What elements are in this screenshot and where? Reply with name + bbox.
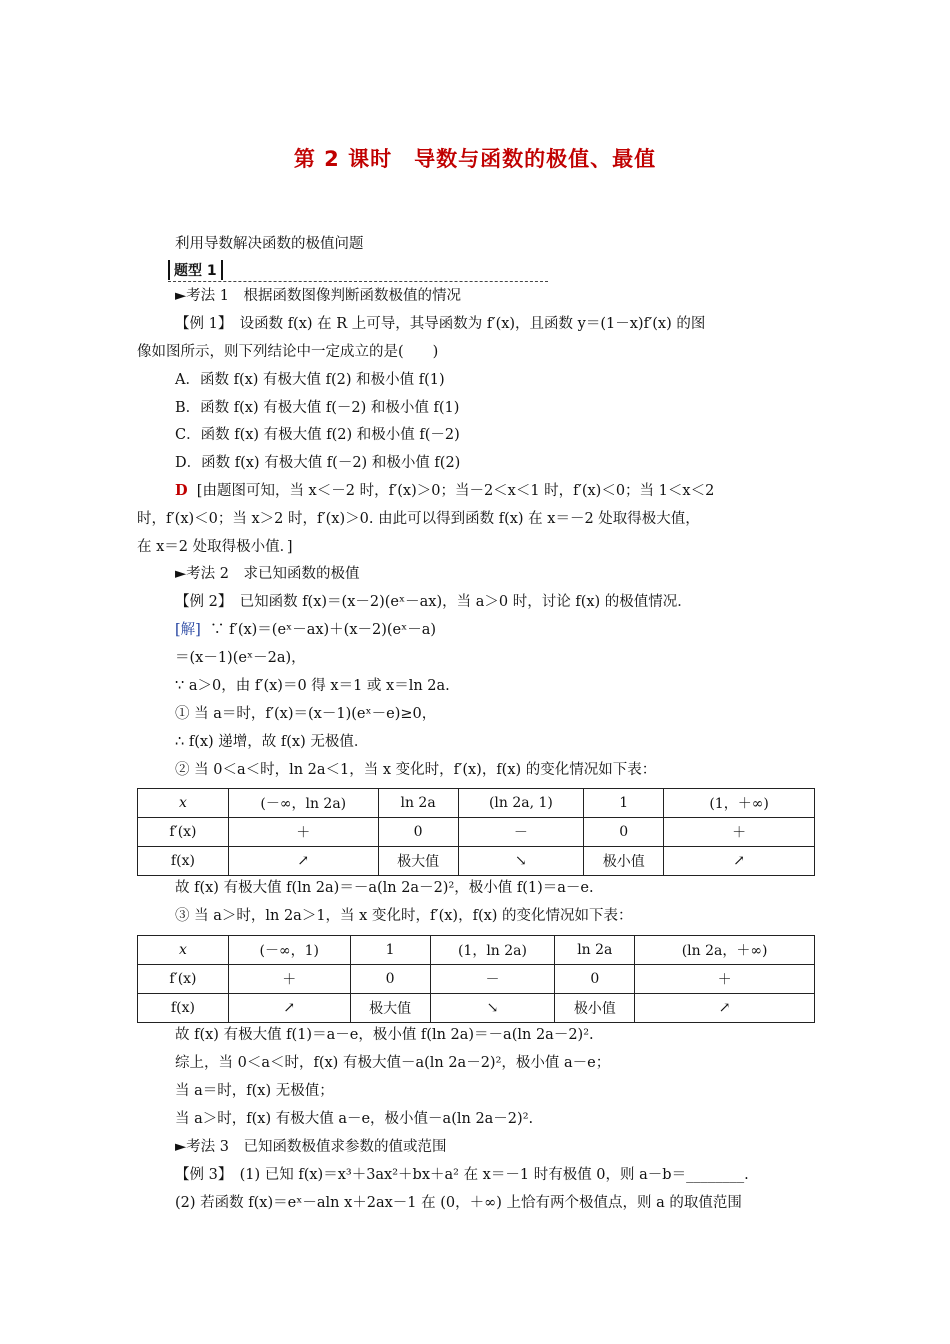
table-cell: (1，ln 2a) [430,936,555,965]
table-cell: (ln 2a，＋∞) [635,936,815,965]
section-heading: 利用导数解决函数的极值问题 [175,236,364,252]
example-1-line-1: 【例 1】 设函数 f(x) 在 R 上可导，其导函数为 f′(x)，且函数 y＝(1－x)f′(x) 的图 [175,316,706,332]
table-cell: ↗ [228,847,378,876]
table-row [138,965,815,994]
method-2-heading: ►考法 2 求已知函数的极值 [175,566,360,582]
table-cell: － [458,818,584,847]
table-row [138,789,815,818]
table-cell: ↘ [430,994,555,1023]
solution-line-11: 当 a＝时，f(x) 无极值； [175,1083,334,1099]
variation-table-2 [137,935,815,1023]
answer-line-1 [175,480,714,502]
table-cell: ln 2a [378,789,458,818]
table-cell: ＋ [228,965,350,994]
answer-line-2: 时，f′(x)＜0；当 x＞2 时，f′(x)＞0. 由此可以得到函数 f(x) 在 x＝－2 处取得极大值， [137,511,700,527]
table-cell: (1，＋∞) [664,789,815,818]
table-cell: f(x) [138,994,229,1023]
table-cell: ＋ [664,818,815,847]
table-cell: (－∞，1) [228,936,350,965]
table-cell: 极大值 [378,847,458,876]
table-cell: ＋ [228,818,378,847]
table-row [138,994,815,1023]
answer-letter: D [175,482,188,499]
table-cell: ln 2a [555,936,635,965]
example-1-line-2: 像如图所示，则下列结论中一定成立的是( ) [137,344,439,360]
example-3-part-1: 【例 3】 (1) 已知 f(x)＝x³＋3ax²＋bx＋a² 在 x＝－1 时有极值 0，则 a－b＝________. [175,1167,749,1183]
type-divider [168,259,548,282]
solution-line-2: ＝(x－1)(eˣ－2a)， [175,650,306,666]
table-cell: ↗ [664,847,815,876]
table-cell: 极小值 [584,847,664,876]
table-cell: 极小值 [555,994,635,1023]
solution-line-12: 当 a＞时，f(x) 有极大值 a－e，极小值－a(ln 2a－2)². [175,1111,534,1127]
answer-line-3: 在 x＝2 处取得极小值．] [137,539,293,555]
table-row [138,936,815,965]
table-cell: 极大值 [350,994,430,1023]
option-b: B．函数 f(x) 有极大值 f(－2) 和极小值 f(1) [175,400,460,416]
solution-line-8: ③ 当 a＞时，ln 2a＞1，当 x 变化时，f′(x)，f(x) 的变化情况如下表： [175,908,633,924]
solution-line-9: 故 f(x) 有极大值 f(1)＝a－e，极小值 f(ln 2a)＝－a(ln 2a－2)². [175,1027,594,1043]
answer-text: [由题图可知，当 x＜－2 时，f′(x)＞0；当－2＜x＜1 时，f′(x)＜0；当 1＜x＜2 [196,483,715,499]
solution-line-3: ∵ a＞0，由 f′(x)＝0 得 x＝1 或 x＝ln 2a. [175,678,450,694]
type-tag: 题型 1 [168,260,223,280]
option-a: A．函数 f(x) 有极大值 f(2) 和极小值 f(1) [175,372,445,388]
page-title: 第 2 课时 导数与函数的极值、最值 [293,147,657,171]
example-3-part-2: (2) 若函数 f(x)＝eˣ－aln x＋2ax－1 在 (0，＋∞) 上恰有两个极值点，则 a 的取值范围 [175,1195,742,1211]
table-cell: x [138,936,229,965]
table-cell: (－∞，ln 2a) [228,789,378,818]
table-row [138,818,815,847]
table-cell: ↗ [635,994,815,1023]
table-cell: 0 [555,965,635,994]
method-1-heading: ►考法 1 根据函数图像判断函数极值的情况 [175,288,461,304]
solution-line-7: 故 f(x) 有极大值 f(ln 2a)＝－a(ln 2a－2)²，极小值 f(1)＝a－e. [175,880,594,896]
table-cell: f(x) [138,847,229,876]
example-2: 【例 2】 已知函数 f(x)＝(x－2)(eˣ－ax)，当 a＞0 时，讨论 f(x) 的极值情况． [175,594,692,610]
table-cell: 0 [584,818,664,847]
table-cell: － [430,965,555,994]
variation-table-1 [137,788,815,876]
solution-tag: [解] [175,622,201,638]
option-c: C．函数 f(x) 有极大值 f(2) 和极小值 f(－2) [175,427,460,443]
table-cell: x [138,789,229,818]
table-cell: 0 [378,818,458,847]
solution-line-5: ∴ f(x) 递增，故 f(x) 无极值． [175,734,369,750]
table-cell: (ln 2a, 1) [458,789,584,818]
table-cell: 1 [350,936,430,965]
table-row [138,847,815,876]
table-cell: 0 [350,965,430,994]
table-cell: f′(x) [138,965,229,994]
table-cell: ↗ [228,994,350,1023]
table-cell: ↘ [458,847,584,876]
solution-line-4: ① 当 a＝时，f′(x)＝(x－1)(eˣ－e)≥0， [175,706,437,722]
solution-line-10: 综上，当 0＜a＜时，f(x) 有极大值－a(ln 2a－2)²，极小值 a－e； [175,1055,611,1071]
table-cell: ＋ [635,965,815,994]
method-3-heading: ►考法 3 已知函数极值求参数的值或范围 [175,1139,447,1155]
solution-text: ∵ f′(x)＝(eˣ－ax)＋(x－2)(eˣ－a) [210,622,437,638]
option-d: D．函数 f(x) 有极大值 f(－2) 和极小值 f(2) [175,455,461,471]
table-cell: 1 [584,789,664,818]
solution-line-6: ② 当 0＜a＜时，ln 2a＜1，当 x 变化时，f′(x)，f(x) 的变化情况如下表： [175,762,657,778]
table-cell: f′(x) [138,818,229,847]
solution-line-1 [175,619,436,641]
